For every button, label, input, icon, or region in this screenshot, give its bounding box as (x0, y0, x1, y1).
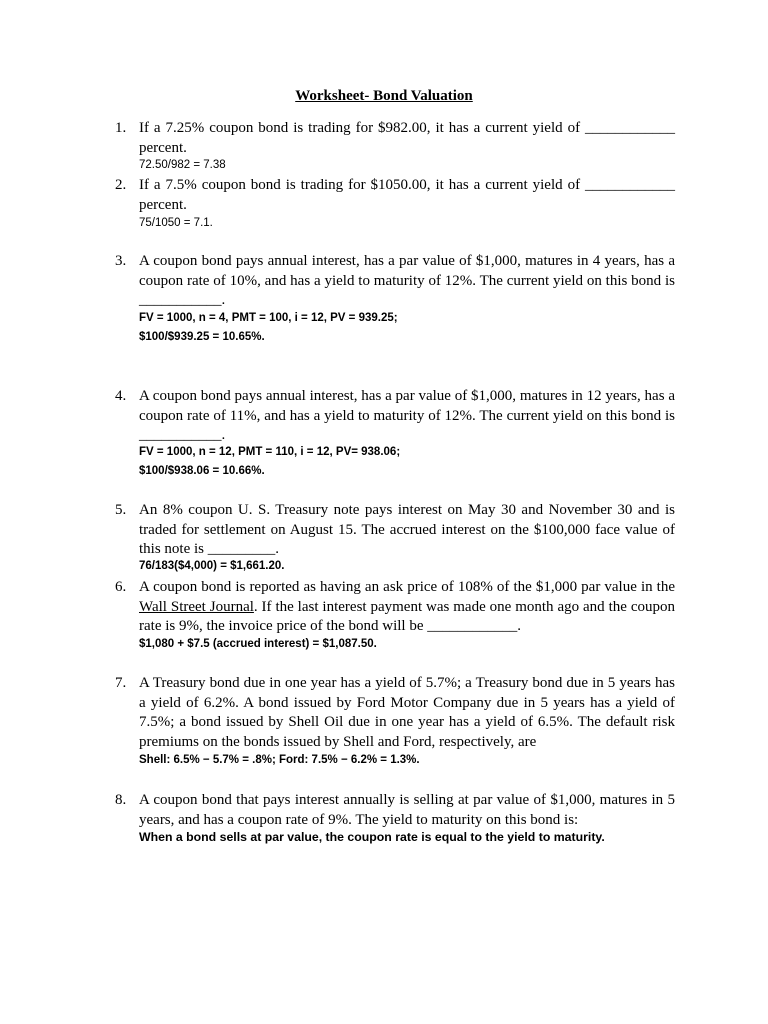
wall-street-journal-title: Wall Street Journal (139, 598, 254, 615)
question-3-answer-line-2: $100/$939.25 = 10.65%. (139, 331, 265, 343)
question-7-answer-line-1: Shell: 6.5% − 5.7% = .8%; Ford: 7.5% − 6.2% = 1.3%. (139, 754, 420, 766)
question-6-text-before: A coupon bond is reported as having an ask price of 108% of the $1,000 par value in the (139, 579, 675, 595)
question-3-text: A coupon bond pays annual interest, has a par value of $1,000, matures in 4 years, has a coupon rate of 10%, and has a yield to maturity of 12%. The current yield on this bond is ___________. (139, 253, 675, 308)
question-1-text: If a 7.25% coupon bond is trading for $982.00, it has a current yield of ____________ percent. (139, 120, 675, 156)
question-7-number: 7. (115, 675, 127, 691)
question-6-number: 6. (115, 579, 127, 595)
question-6-text (139, 578, 675, 637)
question-3-number: 3. (115, 253, 127, 269)
question-6-text-after: . If the last interest payment was made one month ago and the coupon rate is 9%, the invoice price of the bond will be ____________. (139, 598, 675, 634)
question-8-number: 8. (115, 792, 127, 808)
question-1-answer-line-1: 72.50/982 = 7.38 (139, 159, 226, 171)
question-4-number: 4. (115, 388, 127, 404)
question-6-answer-line-1: $1,080 + $7.5 (accrued interest) = $1,087.50. (139, 638, 377, 650)
question-4-answer-line-1: FV = 1000, n = 12, PMT = 110, i = 12, PV= 938.06; (139, 446, 401, 458)
question-2-number: 2. (115, 177, 127, 193)
question-2-text: If a 7.5% coupon bond is trading for $1050.00, it has a current yield of ____________ percent. (139, 177, 675, 213)
question-8-answer-line-1: When a bond sells at par value, the coupon rate is equal to the yield to maturity. (139, 830, 605, 844)
question-2-answer-line-1: 75/1050 = 7.1. (139, 217, 213, 229)
question-5-answer-line-1: 76/183($4,000) = $1,661.20. (139, 560, 285, 572)
question-4-text: A coupon bond pays annual interest, has a par value of $1,000, matures in 12 years, has a coupon rate of 11%, and has a yield to maturity of 12%. The current yield on this bond is ___________. (139, 388, 675, 443)
question-8-text: A coupon bond that pays interest annually is selling at par value of $1,000, matures in 5 years, and has a coupon rate of 9%. The yield to maturity on this bond is: (139, 792, 675, 828)
question-3-answer-line-1: FV = 1000, n = 4, PMT = 100, i = 12, PV = 939.25; (139, 312, 398, 324)
question-5-text: An 8% coupon U. S. Treasury note pays interest on May 30 and November 30 and is traded for settlement on August 15. The accrued interest on the $100,000 face value of this note is _________. (139, 502, 675, 557)
question-1-number: 1. (115, 120, 127, 136)
page-title: Worksheet- Bond Valuation (295, 88, 473, 104)
question-4-answer-line-2: $100/$938.06 = 10.66%. (139, 465, 265, 477)
question-5-number: 5. (115, 502, 127, 518)
question-7-text: A Treasury bond due in one year has a yield of 5.7%; a Treasury bond due in 5 years has a yield of 6.2%. A bond issued by Ford Motor Company due in 5 years has a yield of 7.5%; a bond issued by Shell Oil due in one year has a yield of 6.5%. The default risk premiums on the bonds issued by Shell and Ford, respectively, are (139, 675, 675, 750)
